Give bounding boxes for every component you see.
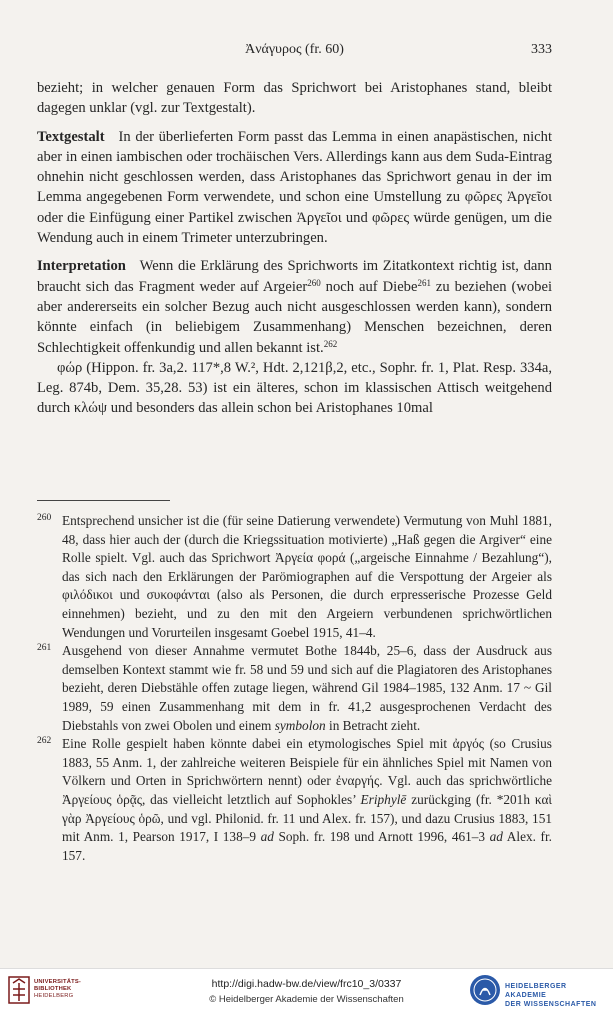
- paragraph-text: bezieht; in welcher genauen Form das Sprichwort bei Aristophanes stand, bleibt dagegen unklar (vgl. zur Textgestalt).: [37, 80, 552, 117]
- paragraph-text: noch auf Diebe: [320, 278, 418, 295]
- digital-library-footer: [0, 968, 613, 1011]
- footnote: [37, 735, 552, 865]
- paragraph-textgestalt: [37, 127, 552, 249]
- footnote: [37, 642, 552, 735]
- copyright-notice: © Heidelberger Akademie der Wissenschaften: [209, 994, 404, 1005]
- footnote-text: Alex. fr. 157.: [62, 829, 552, 863]
- footnote-number: 260: [37, 513, 52, 523]
- footnote-text: Ausgehend von dieser Annahme vermutet Bothe 1844b, 25–6, dass der Ausdruck aus demselben Kontext stammt wie fr. 58 und 59 und sich auf die Plagiatoren des Aristophanes bezieht, deren Diebstähle offen zutage liegen, während Gil 1984–1985, 132 Anm. 17 ~ Gil 1989, 59 einen Zusammenhang mit dem in fr. 41,2 ausgesprochenen Verdacht des Diebstahls von zwei Obolen und einem: [62, 643, 552, 733]
- footnote-number: 262: [37, 736, 52, 747]
- page-number: 333: [531, 42, 552, 57]
- paragraph-interpretation: [37, 256, 552, 357]
- main-text: [37, 78, 552, 419]
- academy-seal-icon: [469, 974, 501, 1006]
- paragraph: [37, 78, 552, 119]
- footnote-italic: symbolon: [274, 717, 326, 733]
- logo-line: UNIVERSITÄTS-: [34, 979, 82, 985]
- permalink-url[interactable]: http://digi.hadw-bw.de/view/frc10_3/0337: [211, 978, 402, 990]
- logo-line: DER WISSENSCHAFTEN: [505, 1001, 597, 1008]
- paragraph-text: In der überlieferten Form passt das Lemma in einen anapästischen, nicht aber in einen iambischen oder trochäischen Vers. Allerdings kann aus dem Suda-Eintrag ohnehin nicht geschlossen werden, dass Aristophanes das Sprichwort genau in der im Lemma angegebenen Form verwendete, und schon eine Umstellung zu φῶρες Ἀργεῖοι oder die Einfügung einer Partikel zwischen Ἀργεῖοι und φῶρες würde genügen, um die Wendung auch in einem Trimeter unterzubringen.: [37, 128, 552, 247]
- footnote-italic: ad: [260, 829, 274, 845]
- footnote-text: in Betracht zieht.: [325, 717, 421, 733]
- footnote-ref[interactable]: 261: [417, 277, 431, 288]
- logo-line: HEIDELBERGER AKADEMIE: [505, 983, 567, 999]
- footnote-ref[interactable]: 262: [323, 338, 338, 349]
- footnote: [37, 512, 552, 642]
- paragraph: [37, 358, 552, 419]
- paragraph-text: Wenn die Erklärung des Sprichworts im Zitatkontext richtig ist, dann braucht sich das Fragment weder auf Argeier: [37, 258, 552, 295]
- footnote-text: zurückging (fr. *201h καὶ γὰρ Ἀργείους ὁρῶ, und vgl. Philonid. fr. 11 und Alex. fr. 157), und dazu Crusius 1883, 151 mit Anm. 1, Pearson 1917, I 138–9: [62, 791, 553, 845]
- footnotes: [37, 512, 552, 865]
- academy-logo[interactable]: [469, 973, 607, 1009]
- paragraph-text: φώρ (Hippon. fr. 3a,2. 117*,8 W.², Hdt. 2,121β,2, etc., Sophr. fr. 1, Plat. Resp. 334a, Leg. 874b, Dem. 35,28. 53) ist ein älteres, schon im klassischen Attisch weitgehend durch κλώψ und besonders das allein schon bei Aristophanes 10mal: [37, 359, 552, 417]
- logo-line: BIBLIOTHEK: [34, 986, 72, 992]
- running-header: [37, 42, 552, 62]
- paragraph-text: zu beziehen (wobei aber andererseits ein solcher Bezug auch nicht ausgeschlossen werden kann), sondern könnte einfach (in beliebigem Zusammenhang) Menschen bezeichnen, deren Schlechtigkeit offenkundig und allen bekannt ist.: [37, 278, 552, 356]
- footnote-text: Soph. fr. 198 und Arnott 1996, 461–3: [273, 829, 490, 845]
- footnote-text: Eine Rolle gespielt haben könnte dabei ein etymologisches Spiel mit ἀργός (so Crusius 1883, 55 Anm. 1, der zahlreiche weiteren Beispiele für ein ähnliches Spiel mit Namen von Völkern und Orten in Sprichwörtern nennt) oder ἐναργής. Vgl. auch das sprichwörtliche Ἀργείους ὁρᾷς, das vielleicht letztlich auf Sophokles’: [62, 736, 552, 807]
- section-heading: Textgestalt: [37, 128, 105, 145]
- logo-line: HEIDELBERG: [34, 993, 74, 999]
- footnote-italic: Eriphylē: [360, 791, 407, 807]
- footnote-text: Entsprechend unsicher ist die (für seine Datierung verwendete) Vermutung von Muhl 1881, 48, dass hier auch der (durch die Kriegssituation motivierte) „Haß gegen die Argiver“ eine Rolle spielt. Vgl. auch das Sprichwort Ἀργεία φορά („argeische Einnahme / Bezahlung“), das sich nach den Erklärungen der Parömiographen auf die Verspottung der Argeier als φιλόδικοι und συκοφάνται (also als Personen, die durch erpresserische Prozesse Geld einnehmen) bezieht, und zu den mit den Argeiern verbundenen sprichwörtlichen Wendungen und Vorurteilen insgesamt Goebel 1915, 41–4.: [62, 513, 552, 640]
- footnote-italic: ad: [489, 829, 503, 845]
- footnote-ref[interactable]: 260: [307, 277, 321, 288]
- running-title: Ἀνάγυρος (fr. 60): [245, 42, 344, 57]
- section-heading: Interpretation: [37, 258, 126, 275]
- footnote-separator: [37, 500, 170, 501]
- footnote-number: 261: [37, 643, 52, 654]
- academy-logo-text: [505, 982, 607, 1009]
